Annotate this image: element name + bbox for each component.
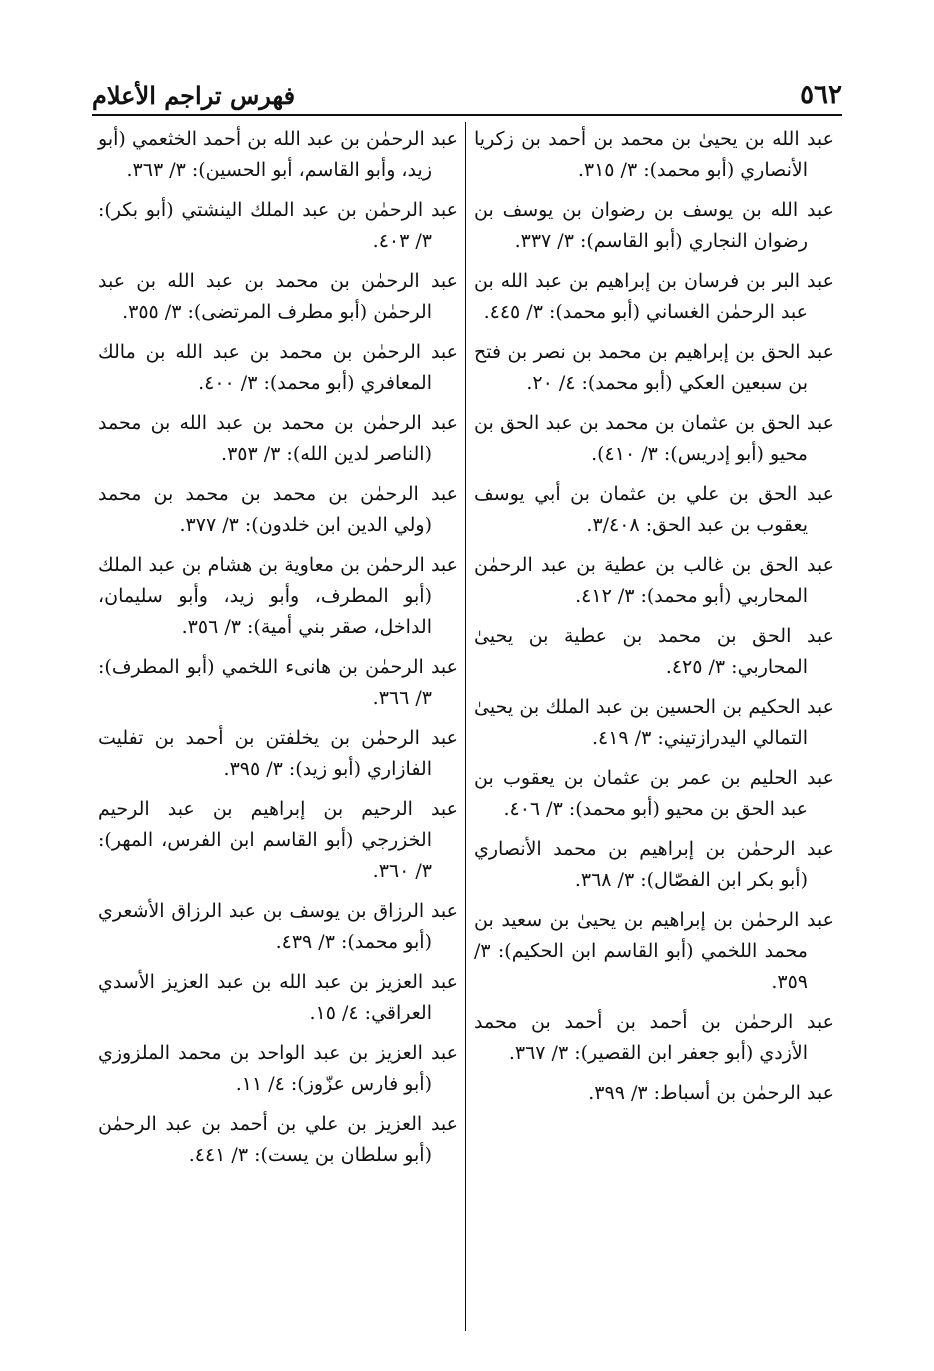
running-title: فهرس تراجم الأعلام [92,81,296,110]
index-entry: عبد الرحمٰن بن عبد الله بن أحمد الخثعمي (أبو زيد، وأبو القاسم، أبو الحسين): ٣/ ٣٦٣. [98,128,458,181]
index-entry: عبد العزيز بن علي بن أحمد بن عبد الرحمٰن (أبو سلطان بن يست): ٣/ ٤٤١. [98,1113,458,1166]
index-entry: عبد الرحمٰن بن معاوية بن هشام بن عبد الملك (أبو المطرف، وأبو زيد، وأبو سليمان، الداخل، صقر بني أمية): ٣/ ٣٥٦. [98,554,458,638]
index-entry: عبد الحق بن غالب بن عطية بن عبد الرحمٰن المحاربي (أبو محمد): ٣/ ٤١٢. [474,554,834,607]
index-entry: عبد الرحمٰن بن أسباط: ٣/ ٣٩٩. [588,1082,834,1104]
index-entry: عبد الرحمٰن بن عبد الملك الينشتي (أبو بكر): ٣/ ٤٠٣. [98,199,458,252]
index-entry: عبد الله بن يحيىٰ بن محمد بن أحمد بن زكريا الأنصاري (أبو محمد): ٣/ ٣١٥. [474,128,834,181]
index-entry: عبد الرزاق بن يوسف بن عبد الرزاق الأشعري (أبو محمد): ٣/ ٤٣٩. [98,900,458,953]
index-column-right [474,124,834,1118]
index-entry: عبد الرحيم بن إبراهيم بن عبد الرحيم الخزرجي (أبو القاسم ابن الفرس، المهر): ٣/ ٣٦٠. [98,798,458,882]
index-entry: عبد الحق بن إبراهيم بن محمد بن نصر بن فتح بن سبعين العكي (أبو محمد): ٤/ ٢٠. [474,341,834,394]
index-entry: عبد العزيز بن عبد الواحد بن محمد الملزوزي (أبو فارس عزّوز): ٤/ ١١. [98,1042,458,1095]
page-number: ٥٦٢ [800,80,842,110]
index-entry: عبد الحكيم بن الحسين بن عبد الملك بن يحيىٰ التمالي اليدرازتيني: ٣/ ٤١٩. [474,696,834,749]
index-entry: عبد الرحمٰن بن إبراهيم بن محمد الأنصاري (أبو بكر ابن الفصّال): ٣/ ٣٦٨. [474,838,834,891]
index-entry: عبد الحق بن علي بن عثمان بن أبي يوسف يعقوب بن عبد الحق: ٣/٤٠٨. [474,483,834,536]
index-entry: عبد الحق بن محمد بن عطية بن يحيىٰ المحاربي: ٣/ ٤٢٥. [474,625,834,678]
index-entry: عبد الرحمٰن بن أحمد بن أحمد بن محمد الأزدي (أبو جعفر ابن القصير): ٣/ ٣٦٧. [474,1011,834,1064]
index-entry: عبد الله بن يوسف بن رضوان بن يوسف بن رضوان النجاري (أبو القاسم): ٣/ ٣٣٧. [474,199,834,252]
index-entry: عبد الرحمٰن بن محمد بن محمد بن محمد (ولي الدين ابن خلدون): ٣/ ٣٧٧. [98,483,458,536]
index-entry: عبد الرحمٰن بن يخلفتن بن أحمد بن تفليت الفازاري (أبو زيد): ٣/ ٣٩٥. [98,727,458,780]
index-entry: عبد العزيز بن عبد الله بن عبد العزيز الأسدي العراقي: ٤/ ١٥. [98,971,458,1024]
index-entry: عبد الرحمٰن بن محمد بن عبد الله بن مالك المعافري (أبو محمد): ٣/ ٤٠٠. [98,341,458,394]
index-entry: عبد الرحمٰن بن هانىء اللخمي (أبو المطرف): ٣/ ٣٦٦. [98,656,458,709]
index-entry: عبد البر بن فرسان بن إبراهيم بن عبد الله بن عبد الرحمٰن الغساني (أبو محمد): ٣/ ٤٤٥. [474,270,834,323]
index-entry: عبد الرحمٰن بن محمد بن عبد الله بن عبد الرحمٰن (أبو مطرف المرتضى): ٣/ ٣٥٥. [98,270,458,323]
index-entry: عبد الرحمٰن بن إبراهيم بن يحيىٰ بن سعيد بن محمد اللخمي (أبو القاسم ابن الحكيم): ٣/ ٣٥٩. [474,909,834,993]
index-entry: عبد الرحمٰن بن محمد بن عبد الله بن محمد (الناصر لدين الله): ٣/ ٣٥٣. [98,412,458,465]
column-divider [465,122,466,1331]
index-entry: عبد الحليم بن عمر بن عثمان بن يعقوب بن عبد الحق بن محيو (أبو محمد): ٣/ ٤٠٦. [474,767,834,820]
index-column-left [98,124,458,1180]
index-entry: عبد الحق بن عثمان بن محمد بن عبد الحق بن محيو (أبو إدريس): ٣/ ٤١٠). [474,412,834,465]
page-header [92,70,842,116]
